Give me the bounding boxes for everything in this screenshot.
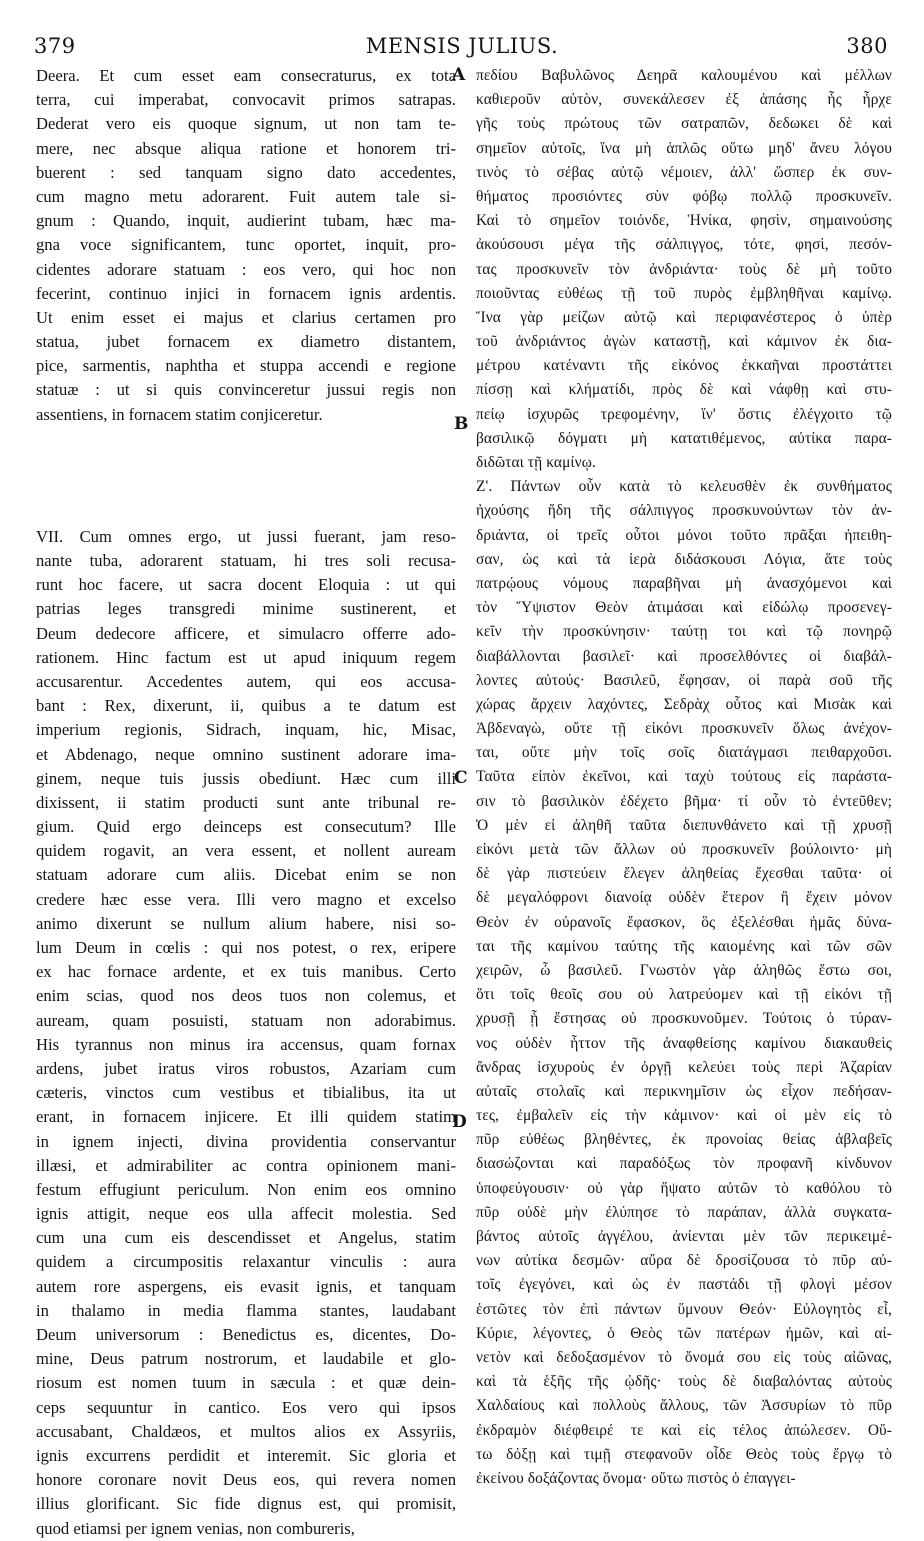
latin-para2-line: illius glorificant. Sic fide dignus est, qui promisit, xyxy=(36,1494,456,1514)
latin-para2-line: imperium regionis, Sidrach, inquam, hic, Misac, xyxy=(36,720,456,740)
paragraph-gap xyxy=(36,427,456,525)
greek-para2-line: πῦρ εὐθέως βληθέντες, ἐκ προνοίας θείας ἀβλαβεῖς xyxy=(476,1131,892,1149)
greek-para2-line: ἐκδραμὸν διέφθειρέ τε καὶ εἰς τέλος ἀπώλεσεν. Οὕ- xyxy=(476,1421,892,1439)
greek-para1-line: γῆς τοὺς πρώτους τῶν σατραπῶν, δεδωκει δὲ καὶ xyxy=(476,115,892,133)
greek-para2-line: Ταῦτα εἰπὸν ἐκεῖνοι, καὶ ταχὺ τούτους εἰς παράστα- xyxy=(476,768,892,786)
greek-para1-line: καθιεροῦν αὐτὸν, συνεκάλεσεν ἐξ ἁπάσης ἧς ἦρχε xyxy=(476,91,892,109)
greek-para2-line: πῦρ οὐδὲ μὴν ἐλύπησε τὸ παράπαν, ἀλλὰ συγκατα- xyxy=(476,1203,892,1221)
greek-para2-line: ἐκείνου δοξάζοντας ὄνομα· οὕτω πιστὸς ὁ ἐπαγγει- xyxy=(476,1469,796,1487)
latin-para2-line: patrias leges transgredi minime sustinerent, et xyxy=(36,599,456,619)
greek-para1-line: Ἵνα γὰρ μείζων αὐτῷ καὶ περιφανέστερος ὁ ὑπὲρ xyxy=(476,308,892,326)
greek-para2-line: δριάντα, οἱ τρεῖς οὗτοι μόνοι τοῦτο πρᾶξαι ἠπειθη- xyxy=(476,526,892,544)
latin-para1-line: Deera. Et cum esset eam consecraturus, ex tota xyxy=(36,66,456,85)
latin-para1-line: fecerint, continuo injici in fornacem ignis ardentis. xyxy=(36,283,456,303)
greek-para2-line: δὲ μεγαλόφρονι διανοίᾳ οὐδὲν ἕτερον ἢ ἔχειν μόνον xyxy=(476,889,892,907)
greek-para2-line: διασώζονται καὶ παραδόξως τὸν προφανῆ κίνδυνον xyxy=(476,1155,892,1173)
latin-para2-line: accusarentur. Accedentes autem, qui eos accusa- xyxy=(36,671,456,691)
latin-para2-line: credere hæc esse vera. Illi vero magno et excelso xyxy=(36,889,456,909)
greek-para2-line: χώρας ἄρχειν λαχόντες, Σεδρὰχ οὗτος καὶ Μισὰκ καὶ xyxy=(476,695,892,713)
greek-para2-line: νος οὐδὲν ἧττον τῆς ἀναφθείσης καμίνου διακαυθεὶς xyxy=(476,1034,892,1052)
greek-para2-line: πατρῴους νόμους παραβῆναι μὴ ἀνασχόμενοι καὶ xyxy=(476,574,892,592)
greek-para1-line: τινὸς τὸ σέβας αὐτῷ νέμοιεν, ἀλλ' ὥσπερ ἐκ συν- xyxy=(476,163,892,181)
greek-para2-line: σιν τὸ βασιλικὸν ἐδέχετο βῆμα· τί οὖν τὸ ἐντεῦθεν; xyxy=(476,792,892,810)
greek-para1-line: ποιοῦντας εὐθέως τῇ τοῦ πυρὸς ἐμβληθῆναι καμίνῳ. xyxy=(476,284,892,302)
greek-para2-line: διαβάλλονται βασιλεῖ· καὶ προσελθόντες οἱ διαβάλ- xyxy=(476,647,892,665)
greek-para1-line: διδῶται τῇ καμίνῳ. xyxy=(476,454,596,471)
latin-para1-line: cidentes adorare statuam : eos vero, qui hoc non xyxy=(36,259,456,279)
latin-para2-line: cum una cum eis descendisset et Angelus, statim xyxy=(36,1228,456,1248)
greek-para2-line: Θεὸν ἐν οὐρανοῖς ἔφασκον, ὃς ἐξελέσθαι ἡμᾶς δύνα- xyxy=(476,913,892,931)
latin-para2-line: nante tuba, adorarent statuam, hi tres soli recusa- xyxy=(36,551,456,570)
latin-para2-line: festum effugiunt periculum. Non enim eos omnino xyxy=(36,1179,456,1199)
greek-para2-line: ἄνδρας ἰσχυροὺς ἐν ὀργῇ κελεύει τοὺς περὶ Ἀζαρίαν xyxy=(476,1058,892,1076)
greek-para2-line: ται τῆς καμίνου ταύτης τῆς καιομένης καὶ τῶν σῶν xyxy=(476,937,892,955)
greek-para2-line: σαν, ὡς καὶ τὰ ἱερὰ διδάσκουσι Λόγια, ἅτε τοὺς xyxy=(476,550,892,568)
latin-para2-line: Deum universorum : Benedictus es, dicentes, Do- xyxy=(36,1325,456,1344)
latin-para2-line: honore coronare novit Deus eos, qui revera nomen xyxy=(36,1470,456,1490)
page-number-left: 379 xyxy=(34,34,76,58)
greek-para2-line: Ἀβδεναγὼ, οὔτε τῇ εἰκόνι προσκυνεῖν ὅλως ἀνέχον- xyxy=(476,720,892,738)
latin-para2-line: animo dixerunt se nullum alium habere, nisi so- xyxy=(36,913,456,933)
latin-para1-line: mere, nec absque aliqua ratione et honorem tri- xyxy=(36,138,456,158)
latin-para2-line: quidem rogavit, an vera essent, et nollent auream xyxy=(36,841,456,861)
latin-para2-line: et Abdenago, neque omnino sustinent adorare ima- xyxy=(36,744,456,764)
latin-para2-line: gium. Quid ergo deinceps est consecutum? Ille xyxy=(36,817,456,837)
latin-para2-line: auream, quam posuisti, statuam non adorabimus. xyxy=(36,1010,456,1030)
greek-para1-line: πεδίου Βαβυλῶνος Δεηρᾶ καλουμένου καὶ μέλλων xyxy=(476,67,892,84)
greek-para2-line: ἑστῶτες τὸν ἐπὶ πάντων ὕμνουν Θεόν· Εὐλογητὸς εἶ, xyxy=(476,1300,892,1318)
greek-para1-line: Καὶ τὸ σημεῖον τοιόνδε, Ἡνίκα, φησὶν, σημαινούσης xyxy=(476,212,892,230)
latin-para1-line: cum magno metu adorarent. Fuit autem tale si- xyxy=(36,186,456,206)
greek-para1-line: θήματος προσιόντες σὺν φόβῳ πολλῷ προσκυνεῖν. xyxy=(476,187,892,205)
greek-para2-line: νων αὐτίκα δεσμῶν· αὔρα δὲ δροσίζουσα τὸ πῦρ αὐ- xyxy=(476,1252,892,1270)
greek-column xyxy=(476,64,892,1491)
section-marker-c: C xyxy=(454,768,468,788)
greek-para2-line: Ὁ μὲν εἰ ἀληθῆ ταῦτα διεπυνθάνετο καὶ τῇ χρυσῇ xyxy=(476,816,892,834)
greek-para2-line: τω δόξῃ καὶ τιμῇ στεφανοῦν οἶδε Θεὸς τοὺς ἔργῳ τὸ xyxy=(476,1445,892,1463)
latin-para2-line: cæteris, vinctos cum vestibus et tibialibus, ita ut xyxy=(36,1083,456,1103)
page-header xyxy=(0,30,924,64)
latin-para2-line: erant, in fornacem injicere. Et illi quidem statim xyxy=(36,1107,456,1127)
greek-para2-line: λοντες αὐτούς· Βασιλεῦ, ἔφησαν, οἱ παρὰ σοῦ τῆς xyxy=(476,671,892,689)
greek-para2-line: νετὸν καὶ δεδοξασμένον τὸ ὄνομά σου εἰς τοὺς αἰῶνας, xyxy=(476,1348,892,1366)
greek-para1-line: πείῳ ἰσχυρῶς τρεφομένην, ἵν' ὅστις ἐλέγχοιτο τῷ xyxy=(476,405,892,423)
greek-para2-line: δὲ γὰρ πιστεύειν ἔλεγεν ἀληθείας ἔχεσθαι ταῦτα· οἱ xyxy=(476,865,892,883)
latin-para2-line: ex hac fornace ardente, et ex tuis manibus. Certo xyxy=(36,962,456,982)
greek-para2-line: ὅτι τοῖς θεοῖς σου οὐ λατρεύομεν καὶ τῇ εἰκόνι τῇ xyxy=(476,986,892,1004)
greek-para1-line: πίσσῃ καὶ κλήματίδι, πρὸς δὲ καὶ νάφθῃ καὶ στυ- xyxy=(476,381,892,399)
greek-para2-line: χειρῶν, ὦ βασιλεῦ. Γνωστὸν γὰρ ἀληθῶς ἔστω σοι, xyxy=(476,961,892,979)
latin-para1-line: gnum : Quando, inquit, audierint tubam, hæc ma- xyxy=(36,211,456,231)
latin-para1-line: gna voce significantem, tunc oportet, inquit, pro- xyxy=(36,235,456,255)
running-title: MENSIS JULIUS. xyxy=(365,34,559,58)
greek-para2-line: ὑποφεύγουσιν· οὐ γὰρ ἥψατο αὐτῶν τὸ καθόλου τὸ xyxy=(476,1179,892,1197)
greek-para2-line: ται, οὔτε μὴν τοῖς σοῖς διατάγμασι πειθαρχοῦσι. xyxy=(476,744,892,762)
greek-para1-line: μέτρου κατέναντι τῆς εἰκόνος ἐκκαῆναι προστάττει xyxy=(476,357,892,375)
latin-para1-line: statuæ : ut si quis convinceretur jussui regis non xyxy=(36,380,456,400)
greek-para2-line: καὶ τὰ ἑξῆς τῆς ᾠδῆς· τοὺς δὲ διαβαλόντας αὐτοὺς xyxy=(476,1373,892,1391)
latin-para2-line: accusabant, Chaldæos, et multos alios ex Assyriis, xyxy=(36,1421,456,1441)
latin-para2-line: Deum dedecore afficere, et simulacro offerre ado- xyxy=(36,623,456,643)
greek-para2-line: τοῖς ἐγεγόνει, καὶ ὡς ἐν παστάδι τῇ φλογὶ μέσον xyxy=(476,1276,892,1294)
greek-para2-line: τες, ἐμβαλεῖν εἰς τὴν κάμινον· καὶ οἱ μὲν εἰς τὸ xyxy=(476,1107,892,1125)
latin-para2-line: runt hoc facere, ut sacra docent Eloquia : ut qui xyxy=(36,575,456,595)
latin-para2-line: in ignem injecti, divina providentia conservantur xyxy=(36,1131,456,1151)
latin-para2-line: illæsi, et admirabiliter ac contra opinionem mani- xyxy=(36,1155,456,1175)
latin-para2-line: ignis attigit, neque eos ulla affecit molestia. Sed xyxy=(36,1204,456,1224)
latin-para2-line: statuam adorare cum aliis. Dicebat enim se non xyxy=(36,865,456,885)
greek-para2-line: Χαλδαίους καὶ πολλοὺς ἄλλους, τῶν Ἀσσυρίων τὸ πῦρ xyxy=(476,1397,892,1415)
latin-para1-line: terra, cui imperabat, convocavit primos satrapas. xyxy=(36,90,456,110)
section-marker-d: D xyxy=(452,1112,467,1132)
latin-para2-line: quidem a circumpositis relaxantur vinculis : aura xyxy=(36,1252,456,1272)
latin-para2-line: autem rore aspergens, eis evasit ignis, et tanquam xyxy=(36,1276,456,1296)
latin-para2-line: bant : Rex, dixerunt, ii, quibus a te datum est xyxy=(36,696,456,716)
latin-para1-line: pice, sarmentis, naphtha et stuppa accendi e regione xyxy=(36,356,456,376)
section-marker-b: B xyxy=(454,414,469,434)
latin-para2-line: His tyrannus non minus ira accensus, quam fornax xyxy=(36,1034,456,1054)
greek-para2-line: τὸν Ὕψιστον Θεὸν ἀτιμάσαι καὶ εἰδώλῳ προσενεγ- xyxy=(476,599,892,617)
latin-para2-line: ignis excurrens perdidit et interemit. Sic gloria et xyxy=(36,1445,456,1465)
latin-para2-line: lum Deum in cœlis : qui nos potest, o rex, eripere xyxy=(36,938,456,957)
greek-para1-line: βασιλικῷ δόγματι μὴ κατατιθέμενος, αὐτίκα παρα- xyxy=(476,429,892,447)
latin-para2-line: riosum est nomen tuum in sæcula : et quæ dein- xyxy=(36,1373,456,1393)
latin-para2-line: mine, Deus patrum nostrorum, et laudabile et glo- xyxy=(36,1349,456,1369)
latin-para2-line: VII. Cum omnes ergo, ut jussi fuerant, jam reso- xyxy=(36,526,456,546)
latin-para2-line: rationem. Hinc factum est ut apud iniquum regem xyxy=(36,647,456,667)
latin-column xyxy=(36,64,456,1541)
greek-para2-line: αὐταῖς στολαῖς καὶ περικνημῖσιν ὡς εἶχον πεδήσαν- xyxy=(476,1082,892,1100)
greek-para2-line: Ζ'. Πάντων οὖν κατὰ τὸ κελευσθὲν ἐκ συνθήματος xyxy=(476,478,892,496)
latin-para1-line: assentiens, in fornacem statim conjiceretur. xyxy=(36,404,323,424)
greek-para2-line: χρυσῇ ᾗ ἔστησας οὐ προσκυνοῦμεν. Τούτοις ὁ τύραν- xyxy=(476,1010,892,1028)
latin-para2-line: quod etiamsi per ignem venias, non combureris, xyxy=(36,1518,355,1538)
latin-para1-line: Ut enim esset ei majus et clarius certamen pro xyxy=(36,307,456,327)
page-number-right: 380 xyxy=(846,34,888,58)
greek-para1-line: τοῦ ἀνδριάντος ἀγὼν καταστῇ, καὶ κάμινον ἐκ δια- xyxy=(476,333,892,351)
latin-para2-line: dixissent, ii statim producti sunt ante tribunal re- xyxy=(36,792,456,812)
section-marker-a: A xyxy=(452,65,466,85)
greek-para2-line: ἠχούσης ἤδη τῆς σάλπιγγος προσκυνούντων τὸν ἀν- xyxy=(476,502,892,520)
greek-para2-line: εἰκόνι μετὰ τῶν ἄλλων οὐ προσκυνεῖν βούλοιντο· μὴ xyxy=(476,841,892,858)
latin-para2-line: ardens, jubet iratus viros robustos, Azariam cum xyxy=(36,1058,456,1078)
greek-para2-line: κεῖν τὴν προσκύνησιν· ταύτῃ τοι καὶ τῷ πονηρῷ xyxy=(476,623,892,641)
latin-para1-line: statua, jubet fornacem ex diametro distantem, xyxy=(36,332,456,352)
latin-para2-line: ceps sequuntur in cantico. Eos vero qui ipsos xyxy=(36,1397,456,1417)
greek-para1-line: σημεῖον αὐτοῖς, ἵνα μὴ ἁπλῶς οὕτω μηδ' ἄνευ λόγου xyxy=(476,139,892,157)
latin-para1-line: buerent : sed tanquam signo dato accedentes, xyxy=(36,162,456,182)
greek-para1-line: τας προσκυνεῖν τὸν ἀνδριάντα· τοὺς δὲ μὴ τοῦτο xyxy=(476,260,892,278)
latin-para2-line: in thalamo in media flamma stantes, laudabant xyxy=(36,1300,456,1320)
greek-para2-line: βάντος αὐτοῖς ἀγγέλου, ἀνίενται μὲν τῶν περικειμέ- xyxy=(476,1228,892,1245)
greek-para2-line: Κύριε, λέγοντες, ὁ Θεὸς τῶν πατέρων ἡμῶν, καὶ αἰ- xyxy=(476,1324,892,1342)
latin-para1-line: Dederat vero eis quoque signum, ut non tam te- xyxy=(36,114,456,134)
latin-para2-line: ginem, neque tuis jussis obediunt. Hæc cum illi xyxy=(36,768,456,788)
latin-para2-line: enim scias, quod nos deos tuos non colemus, et xyxy=(36,986,456,1006)
greek-para1-line: ἀκούσουσι μέγα τῆς σάλπιγγος, τότε, φησὶ, πεσόν- xyxy=(476,236,892,254)
